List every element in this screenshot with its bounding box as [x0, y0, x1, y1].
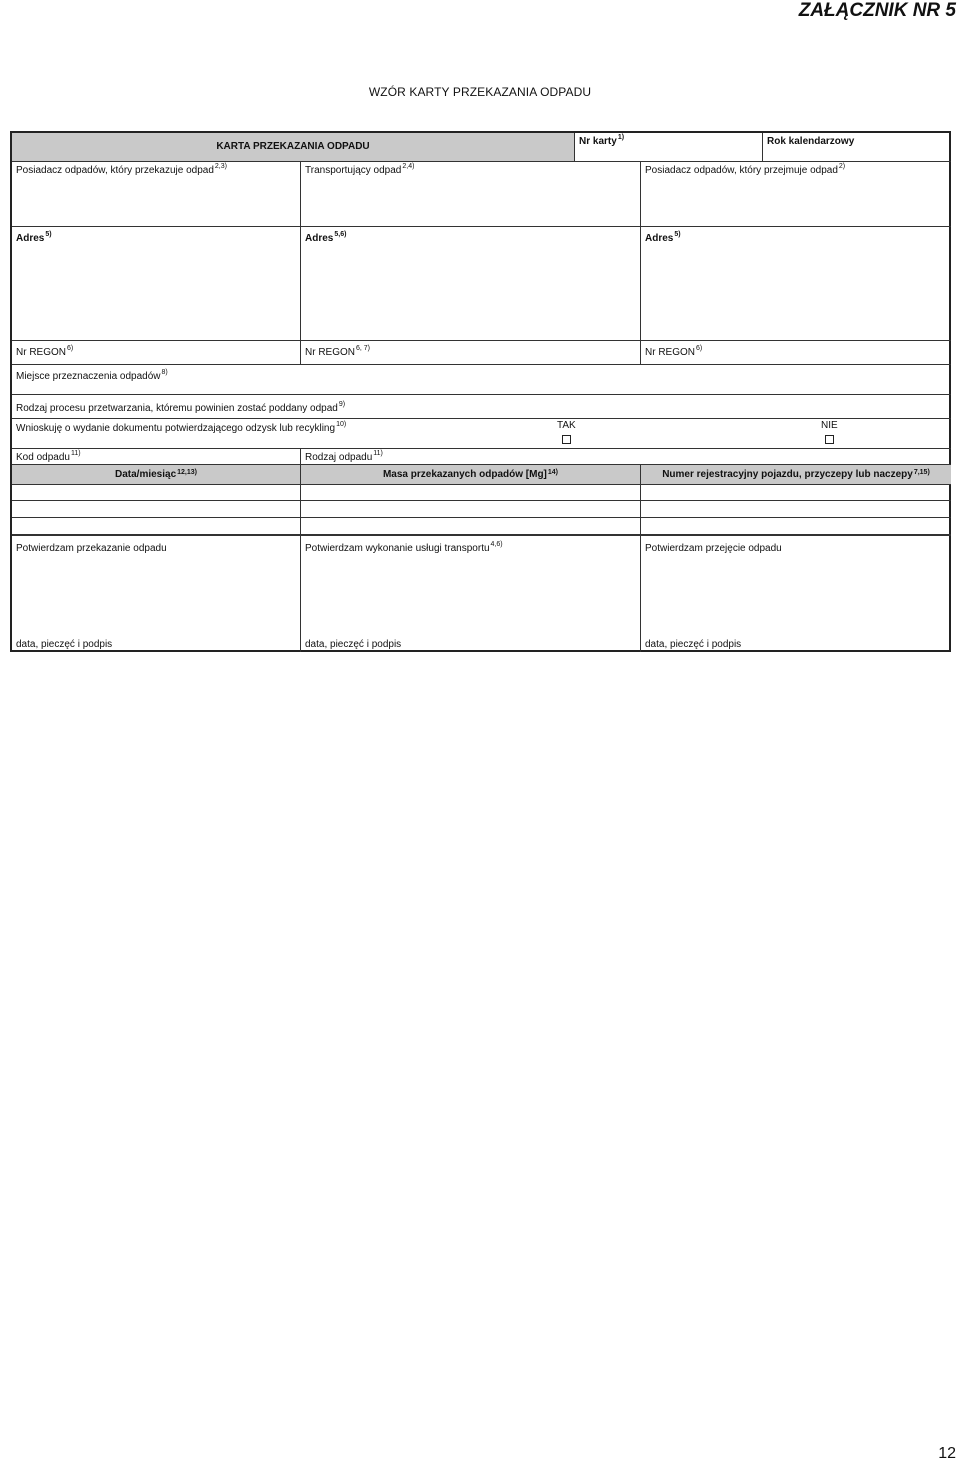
table-cell[interactable] [641, 501, 951, 518]
table-cell[interactable] [12, 518, 301, 535]
adres-3-field[interactable]: Adres$^{5)}$ [641, 227, 951, 341]
signature-label: data, pieczęć i podpis [305, 639, 402, 650]
table-cell[interactable] [301, 485, 641, 501]
rodzaj-odpadu-field[interactable]: Rodzaj odpadu$^{11)}$ [301, 449, 951, 465]
table-cell[interactable] [12, 485, 301, 501]
masa-header: Masa przekazanych odpadów $[Mg]^{14)}$ [301, 465, 641, 485]
nie-checkbox[interactable] [825, 435, 834, 444]
annex-label: ZAŁĄCZNIK NR 5 [798, 0, 956, 21]
table-cell[interactable] [301, 518, 641, 535]
miejsce-przeznaczenia-field[interactable]: Miejsce przeznaczenia odpadów$^{8)}$ [12, 365, 951, 395]
tak-checkbox[interactable] [562, 435, 571, 444]
signature-label: data, pieczęć i podpis [16, 639, 113, 650]
regon-3-field[interactable]: Nr REGON$^{6)}$ [641, 341, 951, 365]
regon-1-field[interactable]: Nr REGON$^{6)}$ [12, 341, 301, 365]
table-cell[interactable] [641, 485, 951, 501]
kod-odpadu-field[interactable]: Kod odpadu$^{11)}$ [12, 449, 301, 465]
table-cell[interactable] [301, 501, 641, 518]
transporter-field[interactable]: Transportujący odpad$^{2,4)}$ [301, 162, 641, 227]
rok-kalendarzowy-field[interactable]: Rok kalendarzowy [763, 133, 951, 162]
wniosek-row: Wnioskuję o wydanie dokumentu potwierdzającego odzysk lub recykling$^{10)}$ [12, 419, 951, 449]
holder-transfer-field[interactable]: Posiadacz odpadów, który przekazuje odpad$^{2,3)}$ [12, 162, 301, 227]
nie-label: NIE [821, 420, 838, 431]
potwierdzam-przejecie-field[interactable]: Potwierdzam przejęcie odpadu data, pieczęć i podpis [641, 535, 951, 652]
adres-2-field[interactable]: Adres$^{5,6)}$ [301, 227, 641, 341]
form-header-title: KARTA PRZEKAZANIA ODPADU [12, 133, 575, 162]
page-number: 12 [938, 1445, 956, 1462]
numer-rejestracyjny-header: Numer rejestracyjny pojazdu, przyczepy lub naczepy$^{7,15)}$ [641, 465, 951, 485]
holder-receive-field[interactable]: Posiadacz odpadów, który przejmuje odpad$^{2)}$ [641, 162, 951, 227]
adres-1-field[interactable]: Adres$^{5)}$ [12, 227, 301, 341]
data-miesiac-header: Data/miesiąc$^{12,13)}$ [12, 465, 301, 485]
nr-karty-field[interactable]: Nr karty$^{1)}$ [575, 133, 763, 162]
table-cell[interactable] [641, 518, 951, 535]
waste-transfer-card-form [10, 131, 951, 652]
potwierdzam-przekazanie-field[interactable]: Potwierdzam przekazanie odpadu data, pieczęć i podpis [12, 535, 301, 652]
tak-label: TAK [557, 420, 576, 431]
potwierdzam-transport-field[interactable]: Potwierdzam wykonanie usługi transportu$^{4,6)}$ data, pieczęć i podpis [301, 535, 641, 652]
table-cell[interactable] [12, 501, 301, 518]
signature-label: data, pieczęć i podpis [645, 639, 742, 650]
regon-2-field[interactable]: Nr REGON$^{6, 7)}$ [301, 341, 641, 365]
document-title: WZÓR KARTY PRZEKAZANIA ODPADU [368, 85, 592, 99]
rodzaj-procesu-field[interactable]: Rodzaj procesu przetwarzania, któremu powinien zostać poddany odpad$^{9)}$ [12, 395, 951, 419]
